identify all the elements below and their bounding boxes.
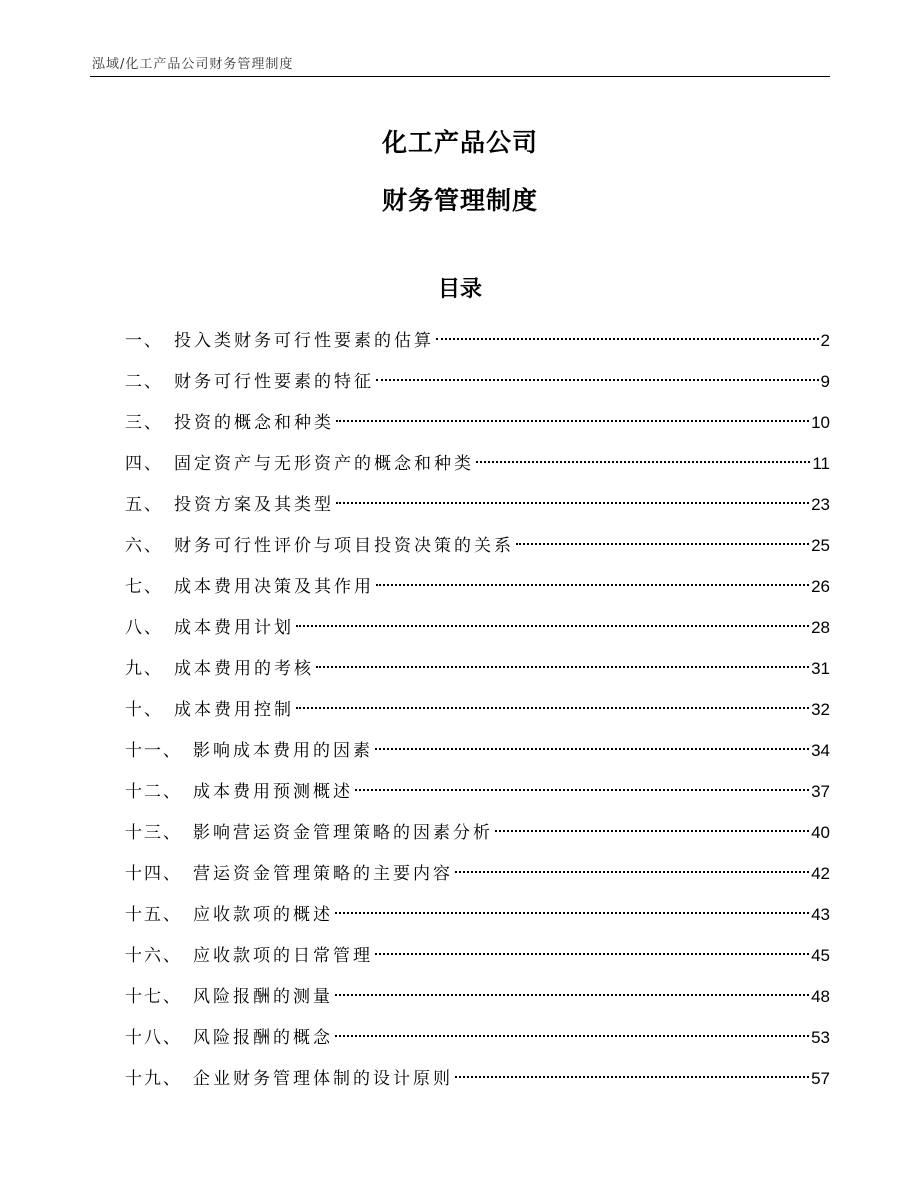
toc-dot-leader (436, 338, 819, 340)
toc-entry-number: 十二 (125, 782, 163, 802)
toc-entry-page-number[interactable]: 53 (811, 1028, 830, 1047)
toc-entry[interactable] (125, 771, 830, 812)
toc-dot-leader (336, 502, 809, 504)
toc-entry-number: 十五 (125, 905, 163, 925)
toc-entry-page-number[interactable]: 10 (811, 413, 830, 432)
toc-entry[interactable] (125, 1058, 830, 1099)
toc-entry-page-number[interactable]: 40 (811, 823, 830, 842)
toc-entry-page-number[interactable]: 28 (811, 618, 830, 637)
toc-entry-separator: 、 (163, 905, 180, 925)
toc-entry-number: 十八 (125, 1028, 163, 1048)
toc-entry-number: 十一 (125, 741, 163, 761)
toc-dot-leader (455, 1076, 809, 1078)
toc-entry-number: 九 (125, 659, 144, 679)
toc-entry-page-number[interactable]: 57 (811, 1069, 830, 1088)
toc-dot-leader (376, 379, 819, 381)
toc-dot-leader (455, 871, 809, 873)
toc-entry-separator: 、 (163, 946, 180, 966)
toc-entry[interactable] (125, 525, 830, 566)
toc-entry[interactable] (125, 443, 830, 484)
toc-entry-number: 三 (125, 413, 144, 433)
toc-entry-number: 十 (125, 700, 144, 720)
toc-entry-title[interactable]: 财务可行性要素的特征 (174, 372, 374, 392)
toc-entry[interactable] (125, 935, 830, 976)
toc-entry-page-number[interactable]: 26 (811, 577, 830, 596)
toc-entry-page-number[interactable]: 23 (811, 495, 830, 514)
toc-entry-number: 十三 (125, 823, 163, 843)
toc-entry-page-number[interactable]: 32 (811, 700, 830, 719)
toc-dot-leader (336, 420, 809, 422)
toc-entry-separator: 、 (144, 454, 161, 474)
toc-entry-number: 十四 (125, 864, 163, 884)
toc-dot-leader (375, 748, 809, 750)
toc-dot-leader (296, 707, 809, 709)
toc-entry-separator: 、 (163, 1028, 180, 1048)
document-title-line1: 化工产品公司 (381, 128, 538, 157)
toc-entry-separator: 、 (144, 331, 161, 351)
toc-entry[interactable] (125, 812, 830, 853)
toc-entry-title[interactable]: 成本费用计划 (174, 618, 294, 638)
toc-dot-leader (335, 994, 809, 996)
toc-entry-page-number[interactable]: 9 (820, 372, 830, 391)
table-of-contents (125, 320, 830, 1099)
toc-heading: 目录 (437, 277, 482, 302)
toc-entry-page-number[interactable]: 45 (811, 946, 830, 965)
toc-entry-title[interactable]: 成本费用决策及其作用 (174, 577, 374, 597)
document-title-line2: 财务管理制度 (381, 186, 538, 215)
toc-entry-title[interactable]: 影响成本费用的因素 (193, 741, 373, 761)
toc-entry[interactable] (125, 320, 830, 361)
toc-entry-title[interactable]: 成本费用的考核 (174, 659, 314, 679)
toc-entry-title[interactable]: 成本费用控制 (174, 700, 294, 720)
toc-entry-separator: 、 (144, 536, 161, 556)
toc-entry-page-number[interactable]: 43 (811, 905, 830, 924)
toc-entry-title[interactable]: 影响营运资金管理策略的因素分析 (193, 823, 493, 843)
toc-entry-number: 十七 (125, 987, 163, 1007)
toc-entry-separator: 、 (163, 782, 180, 802)
toc-entry[interactable] (125, 607, 830, 648)
toc-entry-separator: 、 (163, 741, 180, 761)
toc-entry[interactable] (125, 894, 830, 935)
toc-dot-leader (335, 1035, 809, 1037)
toc-entry-number: 四 (125, 454, 144, 474)
toc-entry-title[interactable]: 投资的概念和种类 (174, 413, 334, 433)
toc-entry-separator: 、 (144, 577, 161, 597)
toc-entry-number: 六 (125, 536, 144, 556)
toc-entry-separator: 、 (144, 659, 161, 679)
toc-entry-title[interactable]: 企业财务管理体制的设计原则 (193, 1069, 453, 1089)
toc-dot-leader (296, 625, 809, 627)
toc-entry-number: 七 (125, 577, 144, 597)
toc-dot-leader (335, 912, 809, 914)
toc-entry-title[interactable]: 投入类财务可行性要素的估算 (174, 331, 434, 351)
toc-entry-page-number[interactable]: 48 (811, 987, 830, 1006)
toc-entry-page-number[interactable]: 25 (811, 536, 830, 555)
header-divider (90, 76, 830, 77)
running-header: 泓域/化工产品公司财务管理制度 (92, 57, 294, 72)
toc-entry-number: 二 (125, 372, 144, 392)
toc-entry-separator: 、 (163, 864, 180, 884)
toc-entry[interactable] (125, 648, 830, 689)
toc-entry-title[interactable]: 风险报酬的测量 (193, 987, 333, 1007)
toc-entry-number: 一 (125, 331, 144, 351)
toc-entry[interactable] (125, 361, 830, 402)
toc-entry[interactable] (125, 566, 830, 607)
toc-entry-page-number[interactable]: 42 (811, 864, 830, 883)
toc-entry-title[interactable]: 财务可行性评价与项目投资决策的关系 (174, 536, 514, 556)
toc-entry[interactable] (125, 976, 830, 1017)
toc-entry[interactable] (125, 730, 830, 771)
toc-entry[interactable] (125, 689, 830, 730)
toc-entry-page-number[interactable]: 2 (820, 331, 830, 350)
toc-entry-number: 十九 (125, 1069, 163, 1089)
toc-entry-title[interactable]: 应收款项的日常管理 (193, 946, 373, 966)
toc-dot-leader (376, 584, 809, 586)
toc-entry-separator: 、 (144, 413, 161, 433)
toc-entry-separator: 、 (163, 1069, 180, 1089)
toc-dot-leader (516, 543, 809, 545)
toc-entry[interactable] (125, 402, 830, 443)
toc-entry-separator: 、 (163, 987, 180, 1007)
toc-dot-leader (495, 830, 809, 832)
toc-entry-separator: 、 (144, 495, 161, 515)
toc-entry-separator: 、 (144, 700, 161, 720)
toc-entry-title[interactable]: 成本费用预测概述 (193, 782, 353, 802)
toc-entry-page-number[interactable]: 31 (811, 659, 830, 678)
toc-entry-number: 五 (125, 495, 144, 515)
toc-entry-page-number[interactable]: 11 (812, 454, 830, 473)
toc-entry-page-number[interactable]: 37 (811, 782, 830, 801)
toc-entry-title[interactable]: 应收款项的概述 (193, 905, 333, 925)
toc-entry[interactable] (125, 484, 830, 525)
toc-entry-number: 八 (125, 618, 144, 638)
toc-dot-leader (476, 461, 810, 463)
toc-entry-separator: 、 (144, 618, 161, 638)
toc-dot-leader (375, 953, 809, 955)
toc-dot-leader (355, 789, 809, 791)
toc-dot-leader (316, 666, 809, 668)
toc-entry-title[interactable]: 投资方案及其类型 (174, 495, 334, 515)
toc-entry-title[interactable]: 固定资产与无形资产的概念和种类 (174, 454, 474, 474)
toc-entry-number: 十六 (125, 946, 163, 966)
toc-entry-title[interactable]: 营运资金管理策略的主要内容 (193, 864, 453, 884)
toc-entry-page-number[interactable]: 34 (811, 741, 830, 760)
toc-entry[interactable] (125, 853, 830, 894)
toc-entry-title[interactable]: 风险报酬的概念 (193, 1028, 333, 1048)
toc-entry-separator: 、 (144, 372, 161, 392)
toc-entry-separator: 、 (163, 823, 180, 843)
toc-entry[interactable] (125, 1017, 830, 1058)
